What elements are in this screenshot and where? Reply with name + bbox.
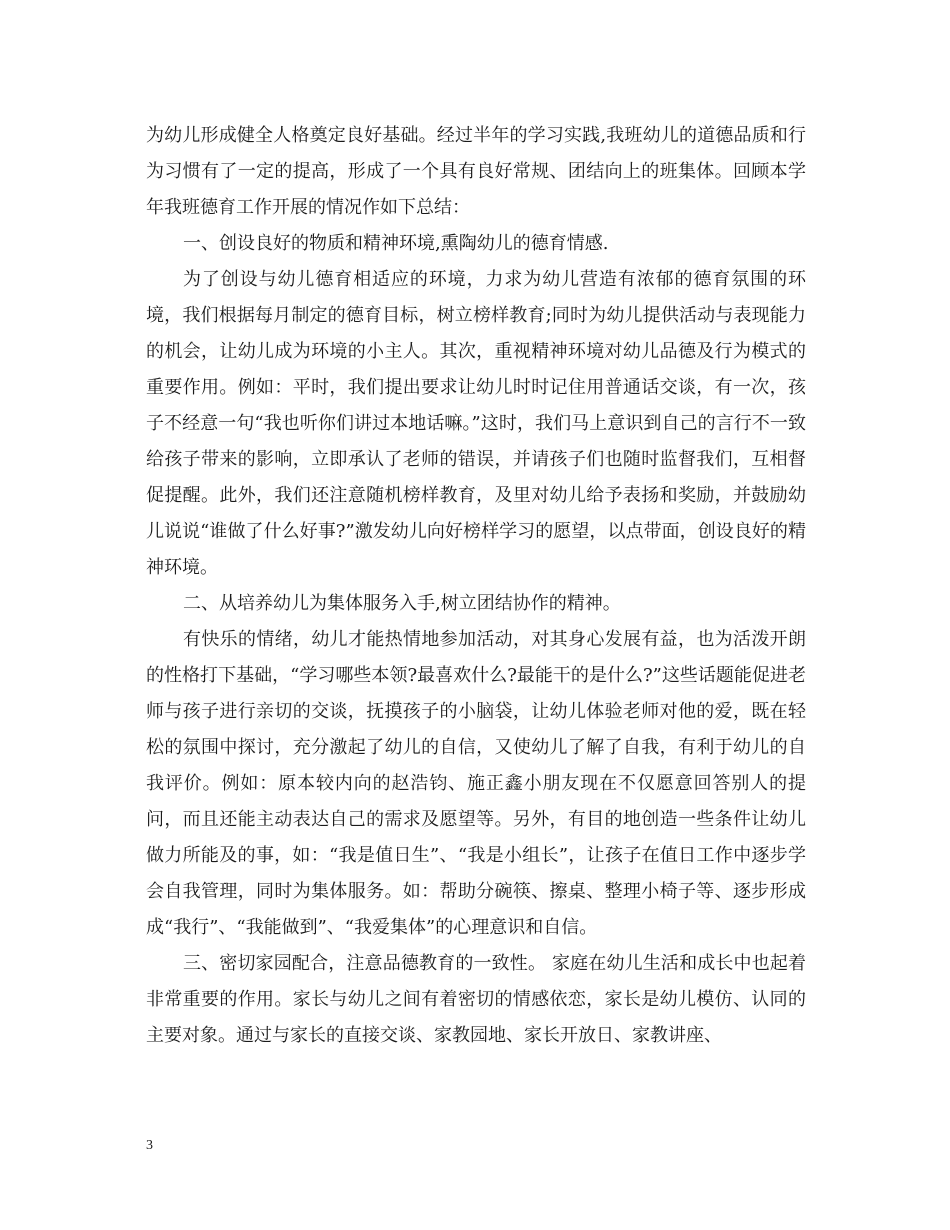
page-number: 3	[146, 1138, 153, 1153]
paragraph-collective-service: 有快乐的情绪，幼儿才能热情地参加活动，对其身心发展有益，也为活泼开朗的性格打下基础，“学习哪些本领?最喜欢什么?最能干的是什么?”这些话题能促进老师与孩子进行亲切的交谈，抚摸孩子的小脑袋，让幼儿体验老师对他的爱，既在轻松的氛围中探讨，充分激起了幼儿的自信，又使幼儿了解了自我，有利于幼儿的自我评价。例如：原本较内向的赵浩钧、施正鑫小朋友现在不仅愿意回答别人的提问，而且还能主动表达自己的需求及愿望等。另外，有目的地创造一些条件让幼儿做力所能及的事，如：“我是值日生”、“我是小组长”，让孩子在值日工作中逐步学会自我管理，同时为集体服务。如：帮助分碗筷、擦桌、整理小椅子等、逐步形成成“我行”、“我能做到”、“我爱集体”的心理意识和自信。	[146, 629, 806, 938]
paragraph-home-school: 三、密切家园配合，注意品德教育的一致性。 家庭在幼儿生活和成长中也起着非常重要的作用。家长与幼儿之间有着密切的情感依恋，家长是幼儿模仿、认同的主要对象。通过与家长的直接交谈、家教园地、家长开放日、家教讲座、	[146, 953, 806, 1046]
section-heading-1: 一、创设良好的物质和精神环境,熏陶幼儿的德育情感.	[183, 233, 609, 254]
paragraph-environment: 为了创设与幼儿德育相适应的环境，力求为幼儿营造有浓郁的德育氛围的环境，我们根据每月制定的德育目标，树立榜样教育;同时为幼儿提供活动与表现能力的机会，让幼儿成为环境的小主人。其次，重视精神环境对幼儿品德及行为模式的重要作用。例如：平时，我们提出要求让幼儿时时记住用普通话交谈，有一次，孩子不经意一句“我也听你们讲过本地话嘛。”这时，我们马上意识到自己的言行不一致给孩子带来的影响，立即承认了老师的错误，并请孩子们也随时监督我们，互相督促提醒。此外，我们还注意随机榜样教育，及里对幼儿给予表扬和奖励，并鼓励幼儿说说“谁做了什么好事?”激发幼儿向好榜样学习的愿望，以点带面，创设良好的精神环境。	[146, 269, 806, 578]
document-body	[146, 118, 806, 1054]
section-heading-2: 二、从培养幼儿为集体服务入手,树立团结协作的精神。	[183, 593, 621, 614]
paragraph-intro: 为幼儿形成健全人格奠定良好基础。经过半年的学习实践,我班幼儿的道德品质和行为习惯有了一定的提高，形成了一个具有良好常规、团结向上的班集体。回顾本学年我班德育工作开展的情况作如下总结：	[146, 125, 806, 218]
